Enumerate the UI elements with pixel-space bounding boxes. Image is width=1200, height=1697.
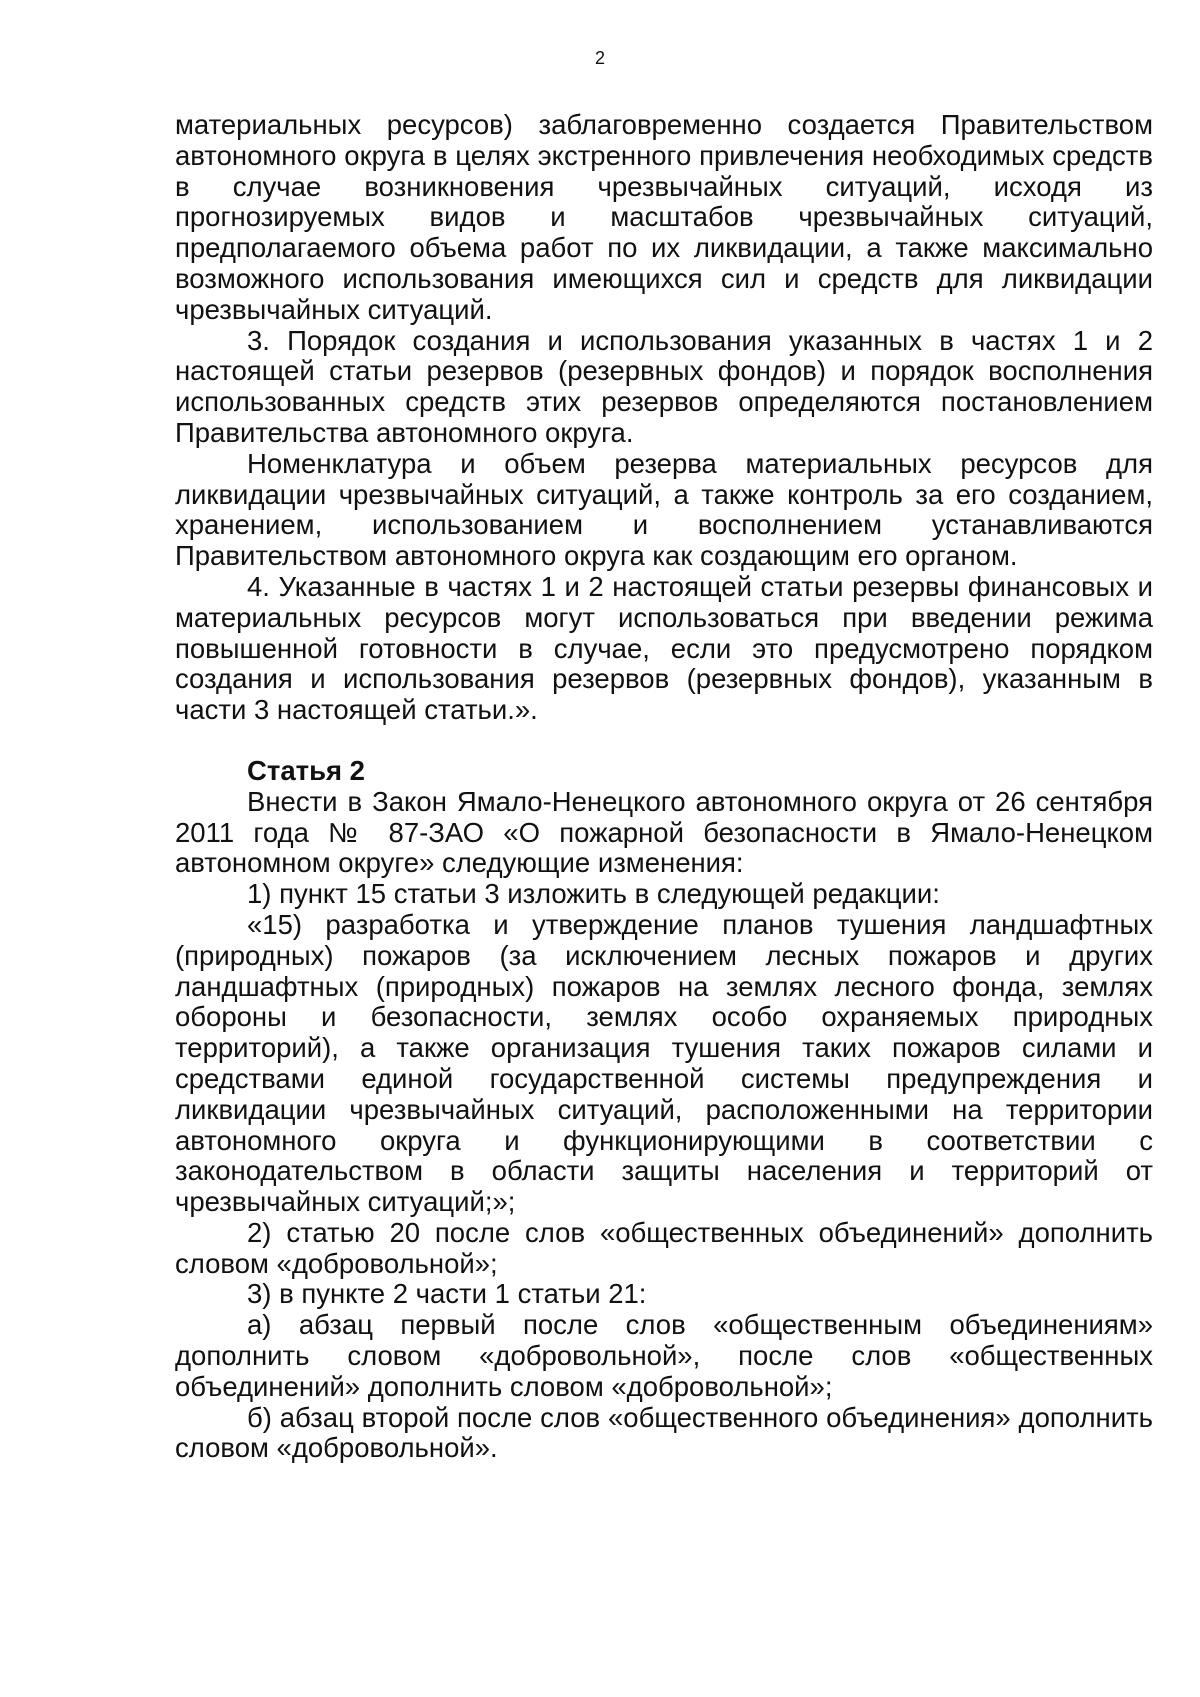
paragraph-item-3b: б) абзац второй после слов «общественного объединения» дополнить словом «добровольной».: [175, 1401, 1153, 1464]
paragraph-part-3: 3. Порядок создания и использования указанных в частях 1 и 2 настоящей статьи резервов (резервных фондов) и порядок восполнения использованных средств этих резервов определяются постановлением Правительства автономного округа.: [175, 324, 1153, 448]
paragraph-item-3a: а) абзац первый после слов «общественным объединениям» дополнить словом «добровольной», после слов «общественных объединений» дополнить словом «добровольной»;: [175, 1309, 1153, 1402]
article-2-heading: Статья 2: [247, 754, 365, 786]
page-number: 2: [594, 48, 605, 68]
article-2: [175, 756, 1153, 1464]
paragraph-item-3: 3) в пункте 2 части 1 статьи 21:: [247, 1278, 647, 1310]
paragraph-item-15-text: «15) разработка и утверждение планов тушения ландшафтных (природных) пожаров (за исключением лесных пожаров и других ландшафтных (природных) пожаров на землях лесного фонда, землях обороны и безопасности, землях особо охраняемых природных территорий), а также организация тушения таких пожаров силами и средствами единой государственной системы предупреждения и ликвидации чрезвычайных ситуаций, расположенными на территории автономного округа и функционирующими в соответствии с законодательством в области защиты населения и территорий от чрезвычайных ситуаций;»;: [175, 908, 1153, 1218]
document-body: [175, 110, 1153, 1464]
paragraph-nomenclature: Номенклатура и объем резерва материальных ресурсов для ликвидации чрезвычайных ситуаций, а также контроль за его созданием, хранением, использованием и восполнением устанавливаются Правительством автономного округа как создающим его органом.: [175, 447, 1153, 572]
article-1-continuation: [175, 110, 1153, 726]
paragraph-item-1: 1) пункт 15 статьи 3 изложить в следующей редакции:: [247, 878, 940, 910]
paragraph-item-2: 2) статью 20 после слов «общественных объединений» дополнить словом «добровольной»;: [175, 1216, 1153, 1279]
paragraph-part-4: 4. Указанные в частях 1 и 2 настоящей статьи резервы финансовых и материальных ресурсов могут использоваться при введении режима повышенной готовности в случае, если это предусмотрено порядком создания и использования резервов (резервных фондов), указанным в части 3 настоящей статьи.».: [175, 570, 1153, 726]
paragraph-amend-law-intro: Внести в Закон Ямало-Ненецкого автономного округа от 26 сентября 2011 года № 87-ЗАО «О пожарной безопасности в Ямало-Ненецком автономном округе» следующие изменения:: [175, 785, 1153, 879]
paragraph-reserves-continuation: материальных ресурсов) заблаговременно создается Правительством автономного округа в целях экстренного привлечения необходимых средств в случае возникновения чрезвычайных ситуаций, исходя из прогнозируемых видов и масштабов чрезвычайных ситуаций, предполагаемого объема работ по их ликвидации, а также максимально возможного использования имеющихся сил и средств для ликвидации чрезвычайных ситуаций.: [175, 109, 1153, 325]
